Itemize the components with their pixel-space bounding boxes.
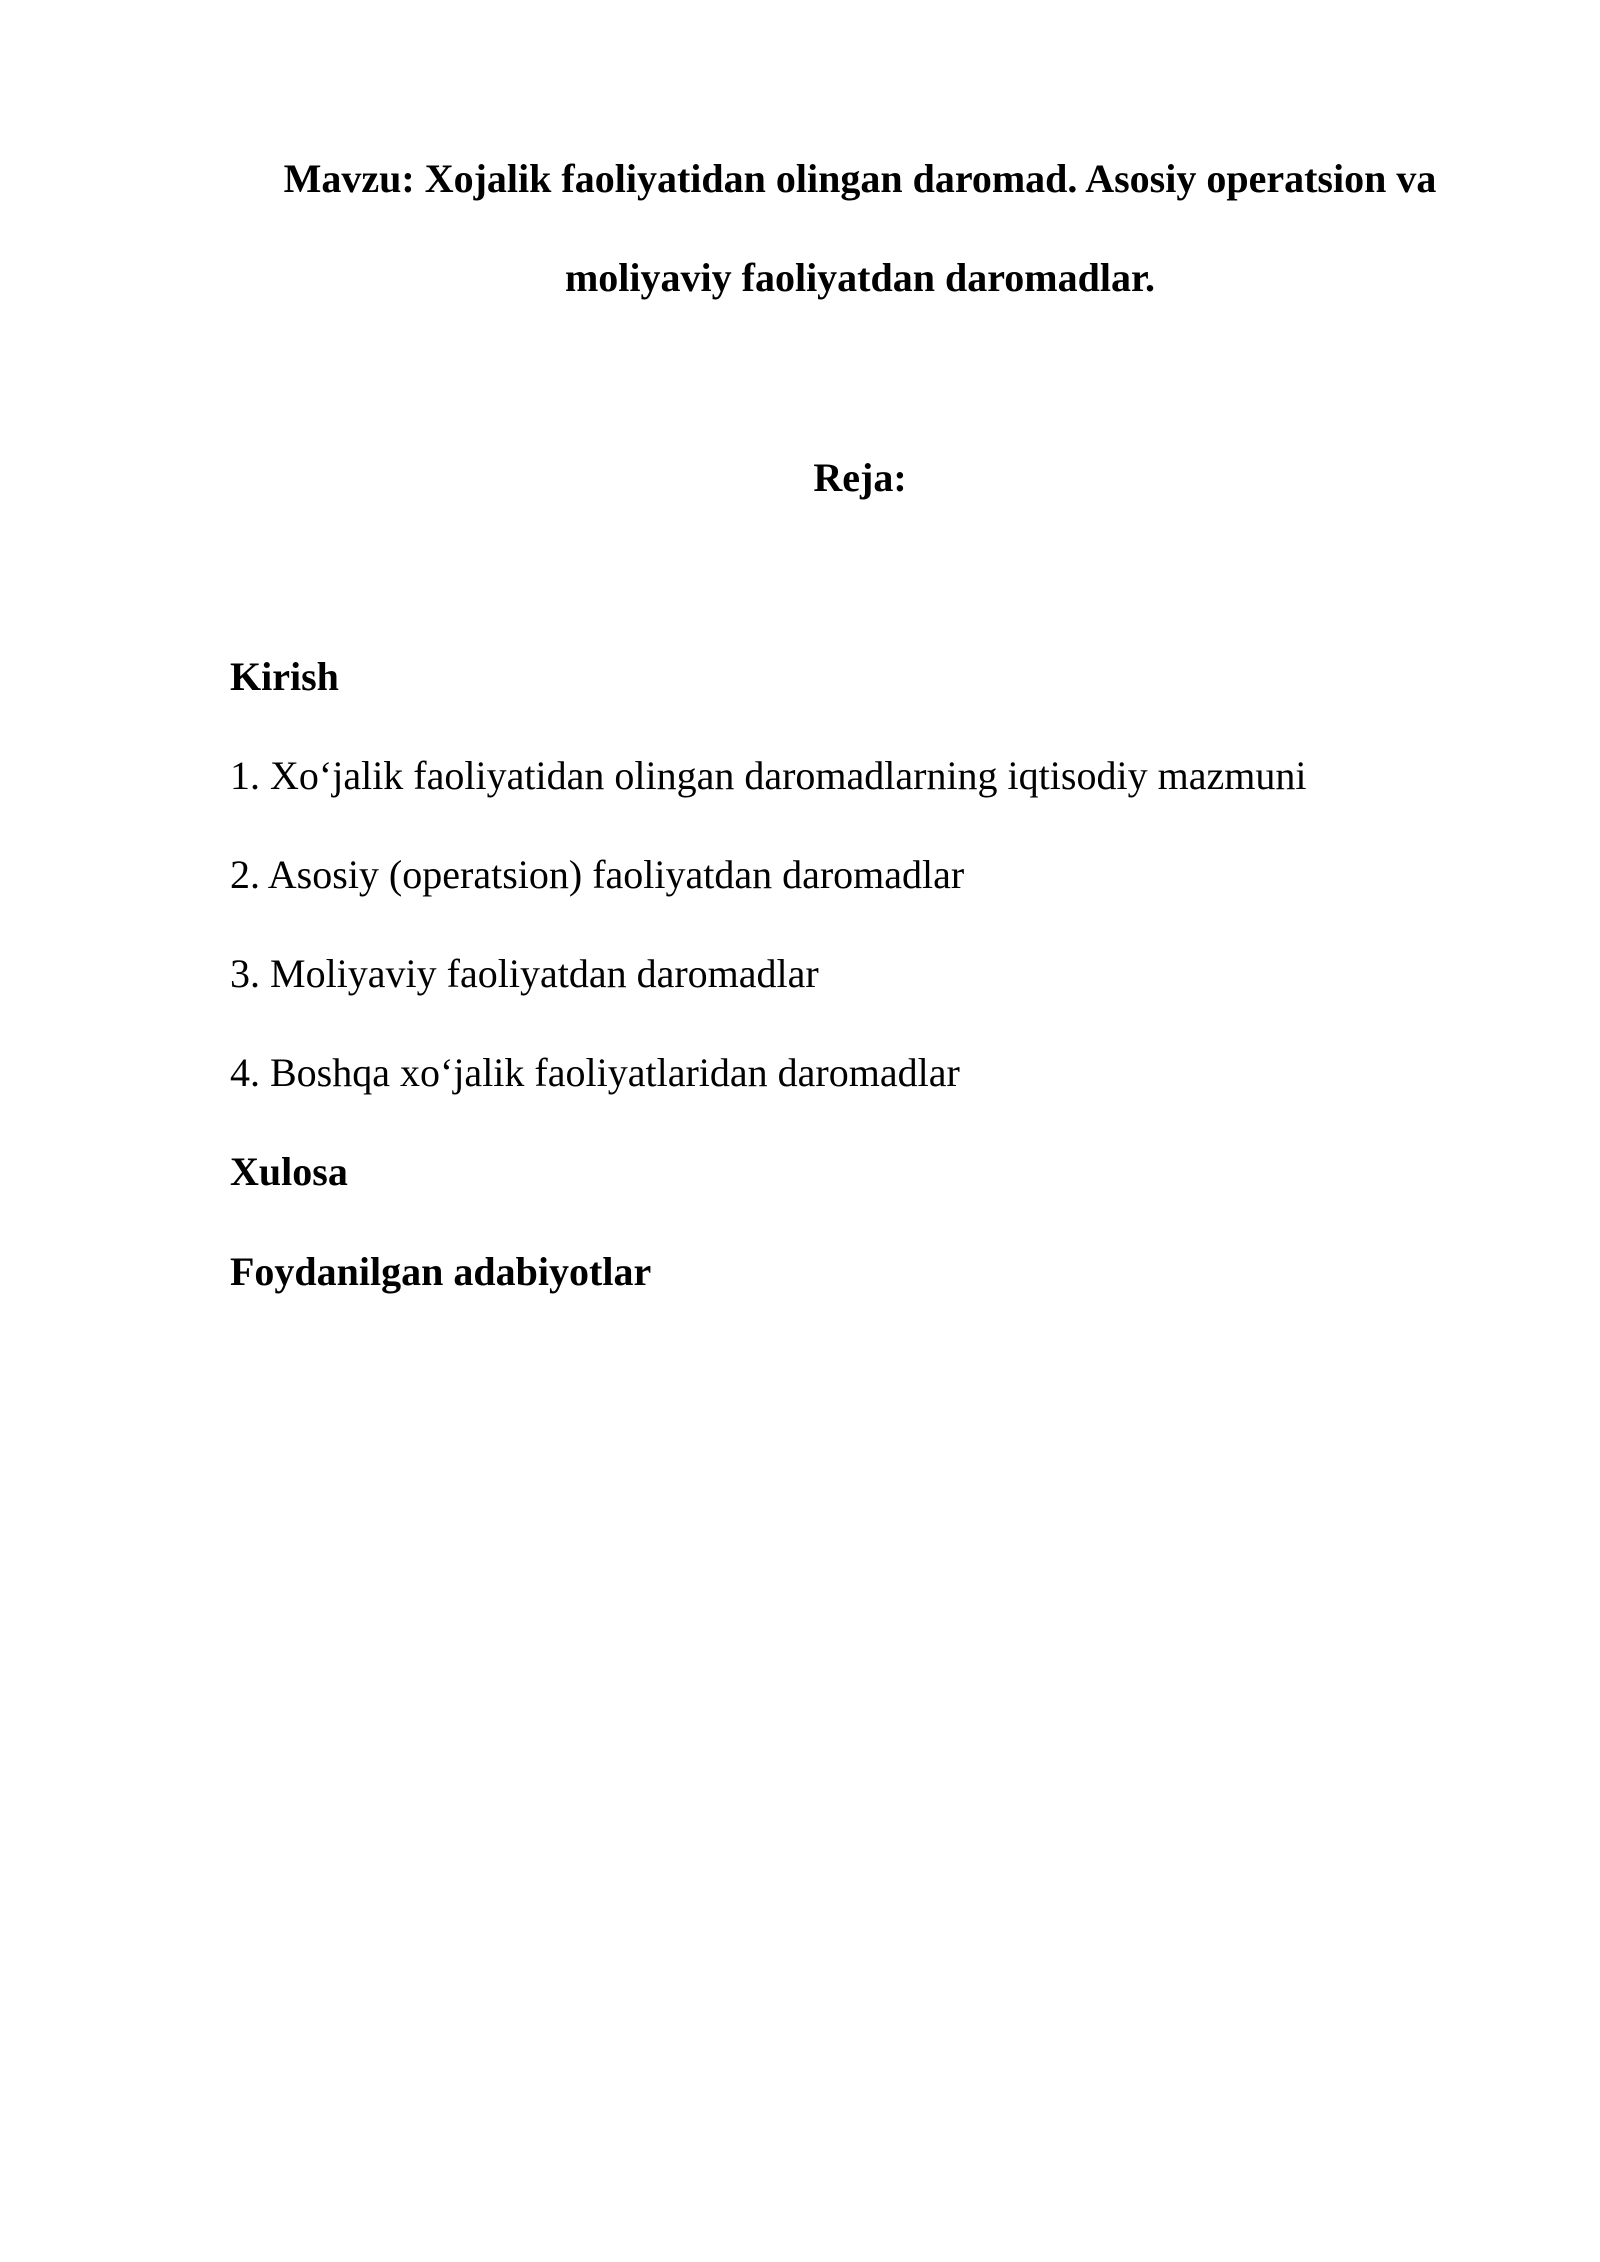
plan-item-1: 1. Xo‘jalik faoliyatidan olingan daromadlarning iqtisodiy mazmuni — [230, 753, 1307, 798]
plan-item-2: 2. Asosiy (operatsion) faoliyatdan daromadlar — [230, 852, 965, 897]
plan-item-3: 3. Moliyaviy faoliyatdan daromadlar — [230, 951, 819, 996]
plan-intro: Kirish — [230, 654, 339, 699]
document-title-line-1: Mavzu: Xojalik faoliyatidan olingan daromad. Asosiy operatsion va — [283, 156, 1437, 201]
plan-item-4: 4. Boshqa xo‘jalik faoliyatlaridan daromadlar — [230, 1050, 960, 1095]
document-title-line-2: moliyaviy faoliyatdan daromadlar. — [564, 255, 1156, 300]
plan-references: Foydanilgan adabiyotlar — [230, 1249, 652, 1294]
plan-conclusion: Xulosa — [230, 1149, 348, 1194]
plan-heading: Reja: — [813, 455, 907, 500]
